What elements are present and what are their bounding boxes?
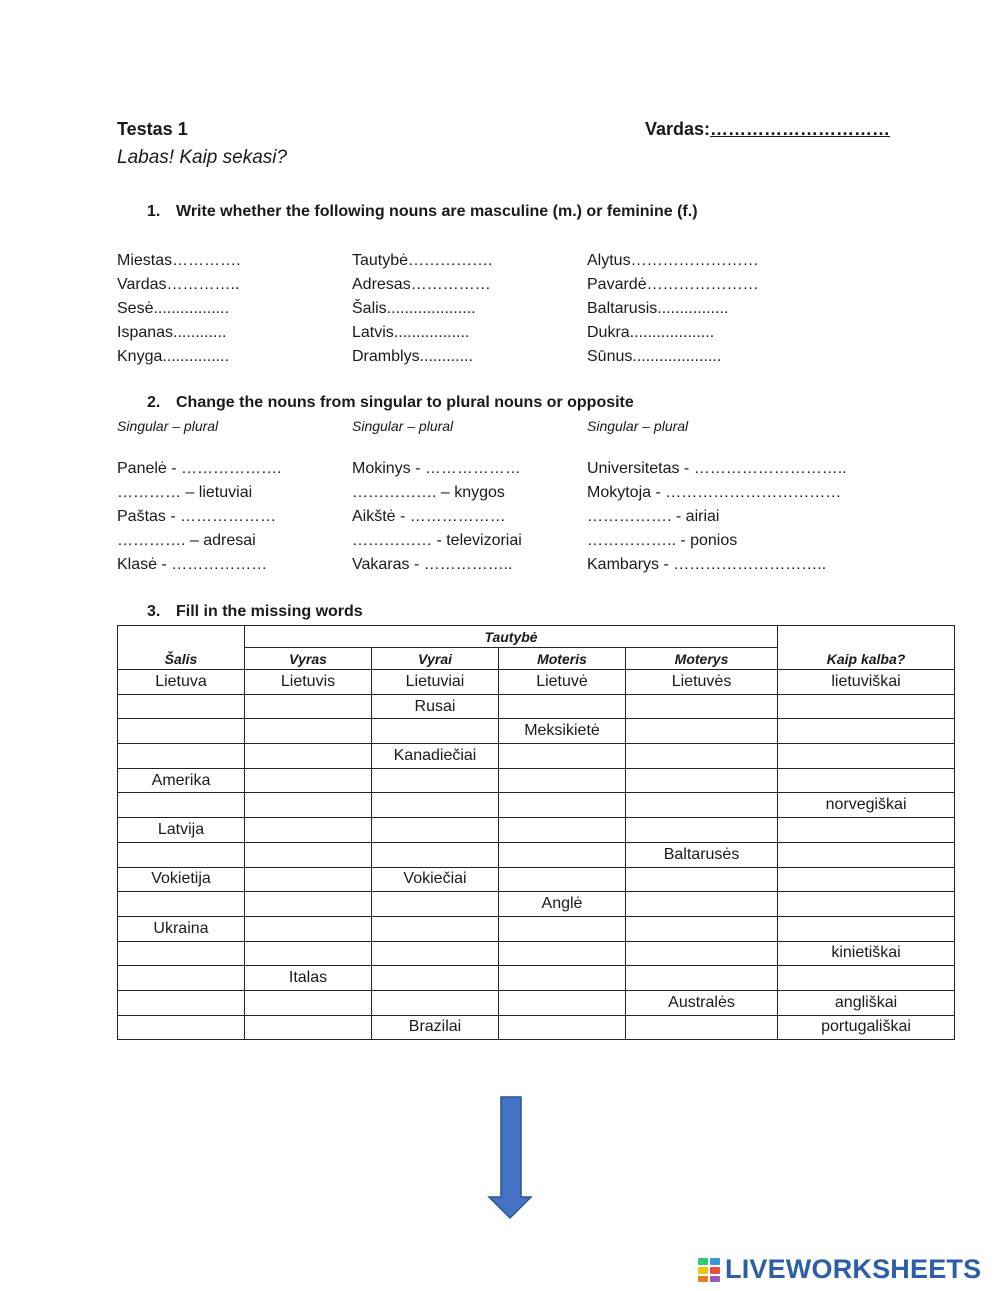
name-blank[interactable]: ………………………… bbox=[710, 119, 891, 139]
table-cell: Lietuvės bbox=[626, 670, 778, 695]
table-row bbox=[118, 990, 955, 1015]
section2-subheading: Singular – plural bbox=[587, 418, 689, 434]
table-cell[interactable] bbox=[626, 892, 778, 917]
table-cell[interactable] bbox=[372, 768, 499, 793]
table-cell[interactable] bbox=[118, 966, 245, 991]
header-nationality-group: Tautybė bbox=[245, 626, 778, 648]
table-cell[interactable] bbox=[778, 842, 955, 867]
table-cell[interactable] bbox=[499, 867, 626, 892]
noun-item[interactable]: Adresas…………… bbox=[352, 276, 491, 293]
plural-item[interactable]: Panelė - ………………. bbox=[117, 460, 282, 477]
noun-item[interactable]: Dramblys............ bbox=[352, 348, 473, 365]
table-cell: Baltarusės bbox=[626, 842, 778, 867]
table-cell: Lietuva bbox=[118, 670, 245, 695]
table-cell[interactable] bbox=[245, 818, 372, 843]
table-row bbox=[118, 768, 955, 793]
plural-item[interactable]: ………… – lietuviai bbox=[117, 484, 253, 501]
table-cell[interactable] bbox=[245, 941, 372, 966]
table-cell[interactable] bbox=[372, 793, 499, 818]
section2-subheading: Singular – plural bbox=[352, 418, 454, 434]
section2-heading-text: Change the nouns from singular to plural nouns or opposite bbox=[176, 394, 634, 411]
plural-item[interactable]: Mokinys - ……………… bbox=[352, 460, 521, 477]
table-cell[interactable] bbox=[626, 867, 778, 892]
table-cell[interactable] bbox=[245, 842, 372, 867]
table-cell: Brazilai bbox=[372, 1015, 499, 1040]
section2-heading bbox=[147, 394, 634, 412]
table-cell: portugališkai bbox=[778, 1015, 955, 1040]
noun-item[interactable]: Tautybė……………. bbox=[352, 252, 493, 269]
table-cell[interactable] bbox=[626, 966, 778, 991]
table-cell[interactable] bbox=[118, 744, 245, 769]
plural-item[interactable]: Aikštė - ……………… bbox=[352, 508, 506, 525]
table-cell[interactable] bbox=[778, 966, 955, 991]
section3-heading-text: Fill in the missing words bbox=[176, 603, 363, 620]
test-title: Testas 1 bbox=[117, 119, 188, 139]
section1-number: 1. bbox=[147, 203, 161, 220]
table-row bbox=[118, 818, 955, 843]
table-cell[interactable] bbox=[626, 744, 778, 769]
noun-item[interactable]: Dukra................... bbox=[587, 324, 715, 341]
section1-column-2 bbox=[352, 249, 492, 369]
table-cell: Vokiečiai bbox=[372, 867, 499, 892]
table-cell[interactable] bbox=[118, 719, 245, 744]
noun-item[interactable]: Knyga............... bbox=[117, 348, 230, 365]
noun-item[interactable]: Ispanas............ bbox=[117, 324, 227, 341]
table-cell[interactable] bbox=[626, 694, 778, 719]
header-men: Vyrai bbox=[372, 648, 499, 670]
table-row bbox=[118, 744, 955, 769]
table-row bbox=[118, 670, 955, 695]
table-cell[interactable] bbox=[372, 941, 499, 966]
table-cell: Amerika bbox=[118, 768, 245, 793]
table-cell[interactable] bbox=[245, 892, 372, 917]
table-cell: Latvija bbox=[118, 818, 245, 843]
section2-number: 2. bbox=[147, 394, 161, 411]
noun-item[interactable]: Vardas………….. bbox=[117, 276, 240, 293]
table-cell[interactable] bbox=[118, 1015, 245, 1040]
noun-item[interactable]: Šalis.................... bbox=[352, 300, 476, 317]
section3-number: 3. bbox=[147, 603, 161, 620]
table-cell: lietuviškai bbox=[778, 670, 955, 695]
noun-item[interactable]: Sūnus.................... bbox=[587, 348, 722, 365]
table-cell: Lietuvis bbox=[245, 670, 372, 695]
section2-column-1 bbox=[117, 457, 281, 577]
plural-item[interactable]: …………. – adresai bbox=[117, 532, 256, 549]
header-country: Šalis bbox=[118, 626, 245, 670]
table-cell[interactable] bbox=[626, 941, 778, 966]
table-cell[interactable] bbox=[245, 793, 372, 818]
header-women: Moterys bbox=[626, 648, 778, 670]
greeting: Labas! Kaip sekasi? bbox=[117, 147, 288, 168]
table-cell[interactable] bbox=[118, 941, 245, 966]
table-cell[interactable] bbox=[499, 1015, 626, 1040]
name-label: Vardas: bbox=[645, 119, 711, 139]
header-language: Kaip kalba? bbox=[778, 626, 955, 670]
header-man: Vyras bbox=[245, 648, 372, 670]
table-row bbox=[118, 966, 955, 991]
table-cell[interactable] bbox=[499, 990, 626, 1015]
logo-icon bbox=[697, 1257, 721, 1283]
table-row bbox=[118, 842, 955, 867]
plural-item[interactable]: …………… - televizoriai bbox=[352, 532, 522, 549]
noun-item[interactable]: Pavardė………………… bbox=[587, 276, 759, 293]
table-cell[interactable] bbox=[118, 990, 245, 1015]
table-cell[interactable] bbox=[778, 892, 955, 917]
table-cell[interactable] bbox=[118, 842, 245, 867]
table-row bbox=[118, 941, 955, 966]
table-cell[interactable] bbox=[372, 892, 499, 917]
table-cell[interactable] bbox=[245, 719, 372, 744]
table-cell[interactable] bbox=[245, 916, 372, 941]
section1-heading bbox=[147, 203, 698, 221]
noun-item[interactable]: Miestas…………. bbox=[117, 252, 241, 269]
section2-column-3 bbox=[587, 457, 847, 577]
section1-column-1 bbox=[117, 249, 241, 369]
section2-column-2 bbox=[352, 457, 522, 577]
plural-item[interactable]: Mokytoja - …………………………… bbox=[587, 484, 842, 501]
table-cell[interactable] bbox=[245, 1015, 372, 1040]
table-row bbox=[118, 1015, 955, 1040]
table-cell[interactable] bbox=[499, 941, 626, 966]
table-row bbox=[118, 719, 955, 744]
plural-item[interactable]: Klasė - ……………… bbox=[117, 556, 268, 573]
section2-subheading: Singular – plural bbox=[117, 418, 219, 434]
table-cell[interactable] bbox=[778, 916, 955, 941]
table-cell: Anglė bbox=[499, 892, 626, 917]
table-row bbox=[118, 892, 955, 917]
plural-item[interactable]: Vakaras - …………….. bbox=[352, 556, 513, 573]
table-body bbox=[118, 670, 955, 1040]
table-row bbox=[118, 793, 955, 818]
table-cell: Lietuviai bbox=[372, 670, 499, 695]
table-row bbox=[118, 867, 955, 892]
nationality-table bbox=[117, 625, 955, 1040]
table-cell: Kanadiečiai bbox=[372, 744, 499, 769]
noun-item[interactable]: Alytus…………………… bbox=[587, 252, 759, 269]
table-cell[interactable] bbox=[626, 719, 778, 744]
table-cell[interactable] bbox=[778, 867, 955, 892]
table-cell[interactable] bbox=[778, 768, 955, 793]
table-cell[interactable] bbox=[372, 842, 499, 867]
table-cell[interactable] bbox=[499, 966, 626, 991]
table-cell[interactable] bbox=[118, 694, 245, 719]
table-cell[interactable] bbox=[499, 818, 626, 843]
table-cell: norvegiškai bbox=[778, 793, 955, 818]
table-cell[interactable] bbox=[245, 694, 372, 719]
table-row bbox=[118, 694, 955, 719]
table-cell[interactable] bbox=[626, 916, 778, 941]
section3-heading bbox=[147, 603, 363, 621]
table-cell[interactable] bbox=[499, 916, 626, 941]
arrow-down-icon bbox=[487, 1096, 533, 1225]
table-cell[interactable] bbox=[626, 793, 778, 818]
logo-text: LIVEWORKSHEETS bbox=[725, 1254, 982, 1284]
noun-item[interactable]: Latvis................. bbox=[352, 324, 470, 341]
table-row bbox=[118, 916, 955, 941]
table-cell[interactable] bbox=[499, 842, 626, 867]
section1-heading-text: Write whether the following nouns are masculine (m.) or feminine (f.) bbox=[176, 203, 698, 220]
table-cell: Lietuvė bbox=[499, 670, 626, 695]
table-cell[interactable] bbox=[372, 966, 499, 991]
noun-item[interactable]: Sesė................. bbox=[117, 300, 230, 317]
table-cell[interactable] bbox=[372, 916, 499, 941]
table-cell[interactable] bbox=[499, 793, 626, 818]
table-cell: Ukraina bbox=[118, 916, 245, 941]
table-cell[interactable] bbox=[626, 1015, 778, 1040]
plural-item[interactable]: ……………. - airiai bbox=[587, 508, 720, 525]
table-cell[interactable] bbox=[499, 744, 626, 769]
table-cell[interactable] bbox=[245, 867, 372, 892]
noun-item[interactable]: Baltarusis................ bbox=[587, 300, 729, 317]
table-cell[interactable] bbox=[499, 768, 626, 793]
section1-column-3 bbox=[587, 249, 759, 369]
table-cell[interactable] bbox=[372, 818, 499, 843]
plural-item[interactable]: Universitetas - ……………………….. bbox=[587, 460, 847, 477]
table-cell: Meksikietė bbox=[499, 719, 626, 744]
table-cell[interactable] bbox=[626, 818, 778, 843]
table-cell[interactable] bbox=[626, 768, 778, 793]
table-cell: Australės bbox=[626, 990, 778, 1015]
table-cell[interactable] bbox=[245, 768, 372, 793]
table-cell: kinietiškai bbox=[778, 941, 955, 966]
table-cell: Italas bbox=[245, 966, 372, 991]
table-cell[interactable] bbox=[372, 719, 499, 744]
liveworksheets-logo bbox=[697, 1254, 981, 1285]
table-cell: Vokietija bbox=[118, 867, 245, 892]
table-cell[interactable] bbox=[245, 990, 372, 1015]
name-field[interactable] bbox=[645, 119, 890, 140]
arrow-down-shape bbox=[489, 1097, 531, 1218]
table-cell[interactable] bbox=[778, 694, 955, 719]
table-cell: angliškai bbox=[778, 990, 955, 1015]
table-cell[interactable] bbox=[778, 818, 955, 843]
table-cell[interactable] bbox=[118, 793, 245, 818]
table-cell[interactable] bbox=[118, 892, 245, 917]
table-cell[interactable] bbox=[778, 744, 955, 769]
table-cell[interactable] bbox=[245, 744, 372, 769]
table-cell[interactable] bbox=[778, 719, 955, 744]
plural-item[interactable]: ……………. – knygos bbox=[352, 484, 505, 501]
plural-item[interactable]: Kambarys - ……………………….. bbox=[587, 556, 827, 573]
plural-item[interactable]: …………….. - ponios bbox=[587, 532, 738, 549]
plural-item[interactable]: Paštas - ……………… bbox=[117, 508, 277, 525]
table-cell: Rusai bbox=[372, 694, 499, 719]
header-woman: Moteris bbox=[499, 648, 626, 670]
table-cell[interactable] bbox=[499, 694, 626, 719]
table-cell[interactable] bbox=[372, 990, 499, 1015]
